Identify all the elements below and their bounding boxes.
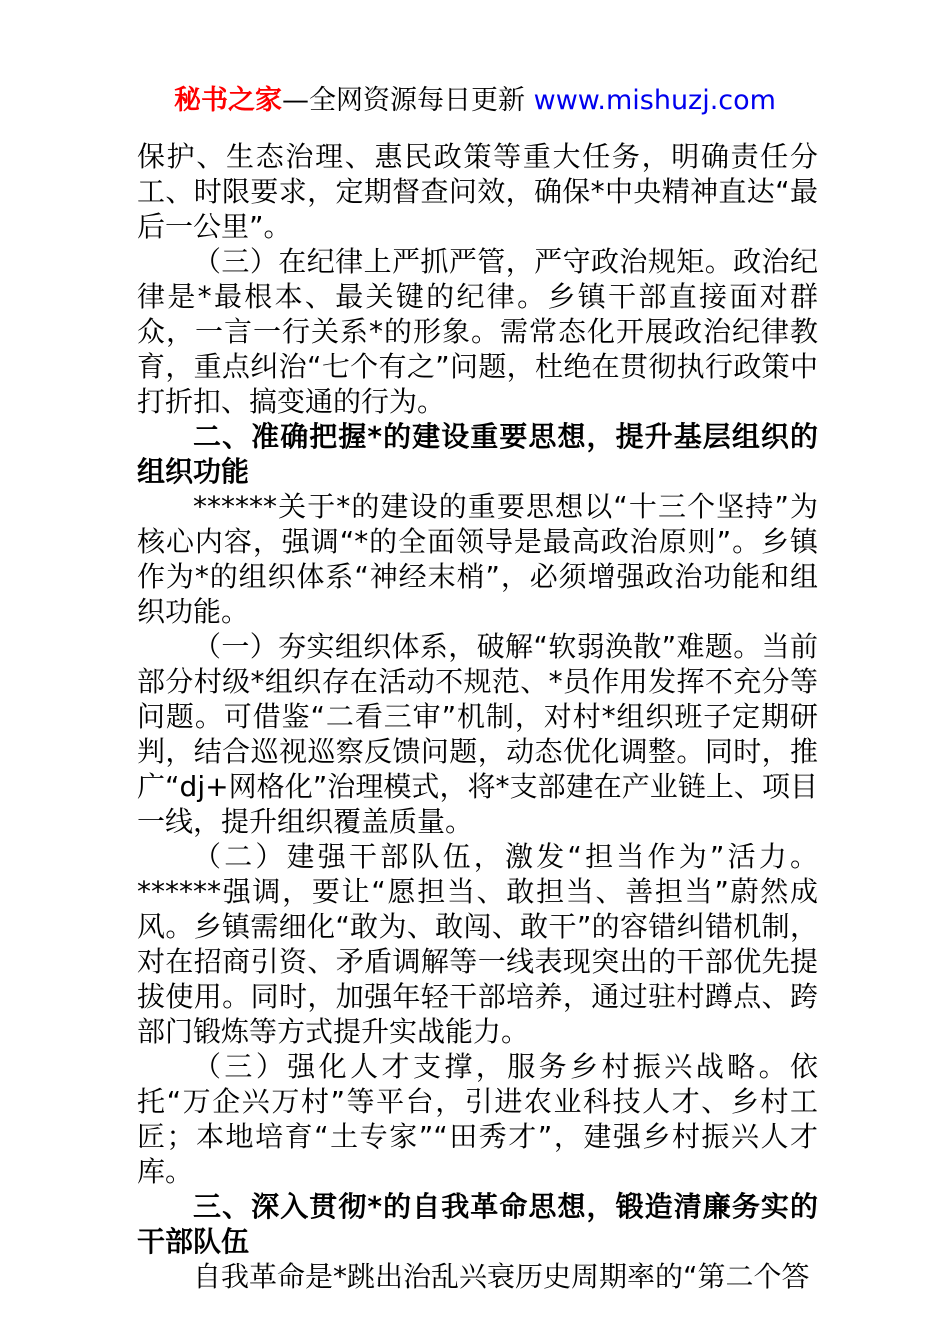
paragraph: ******关于*的建设的重要思想以“十三个坚持”为核心内容，强调“*的全面领导是最高政治原则”。乡镇作为*的组织体系“神经末梢”，必须增强政治功能和组织功能。 [137, 490, 818, 628]
site-url-link[interactable]: www.mishuzj.com [533, 85, 776, 116]
paragraph: （三）强化人才支撑，服务乡村振兴战略。依托“万企兴万村”等平台，引进农业科技人才、乡村工匠；本地培育“土专家”“田秀才”，建强乡村振兴人才库。 [137, 1050, 818, 1188]
site-tagline: 全网资源每日更新 [309, 85, 526, 116]
paragraph: （一）夯实组织体系，破解“软弱涣散”难题。当前部分村级*组织存在活动不规范、*员作用发挥不充分等问题。可借鉴“二看三审”机制，对村*组织班子定期研判，结合巡视巡察反馈问题，动态优化调整。同时，推广“dj+网格化”治理模式，将*支部建在产业链上、项目一线，提升组织覆盖质量。 [137, 630, 818, 838]
site-name: 秘书之家 [174, 85, 283, 116]
section-heading: 二、准确把握*的建设重要思想，提升基层组织的组织功能 [137, 420, 818, 488]
section-heading: 三、深入贯彻*的自我革命思想，锻造清廉务实的干部队伍 [137, 1190, 818, 1258]
document-body [137, 139, 818, 1294]
paragraph: （二）建强干部队伍，激发“担当作为”活力。******强调，要让“愿担当、敢担当、善担当”蔚然成风。乡镇需细化“敢为、敢闯、敢干”的容错纠错机制，对在招商引资、矛盾调解等一线表现突出的干部优先提拔使用。同时，加强年轻干部培养，通过驻村蹲点、跨部门锻炼等方式提升实战能力。 [137, 840, 818, 1048]
site-header [0, 84, 950, 118]
header-space [525, 85, 534, 116]
header-separator: — [282, 85, 310, 116]
paragraph: 保护、生态治理、惠民政策等重大任务，明确责任分工、时限要求，定期督查问效，确保*中央精神直达“最后一公里”。 [137, 140, 818, 243]
paragraph: 自我革命是*跳出治乱兴衰历史周期率的“第二个答 [193, 1260, 810, 1293]
paragraph: （三）在纪律上严抓严管，严守政治规矩。政治纪律是*最根本、最关键的纪律。乡镇干部直接面对群众，一言一行关系*的形象。需常态化开展政治纪律教育，重点纠治“七个有之”问题，杜绝在贯彻执行政策中打折扣、搞变通的行为。 [137, 245, 818, 418]
